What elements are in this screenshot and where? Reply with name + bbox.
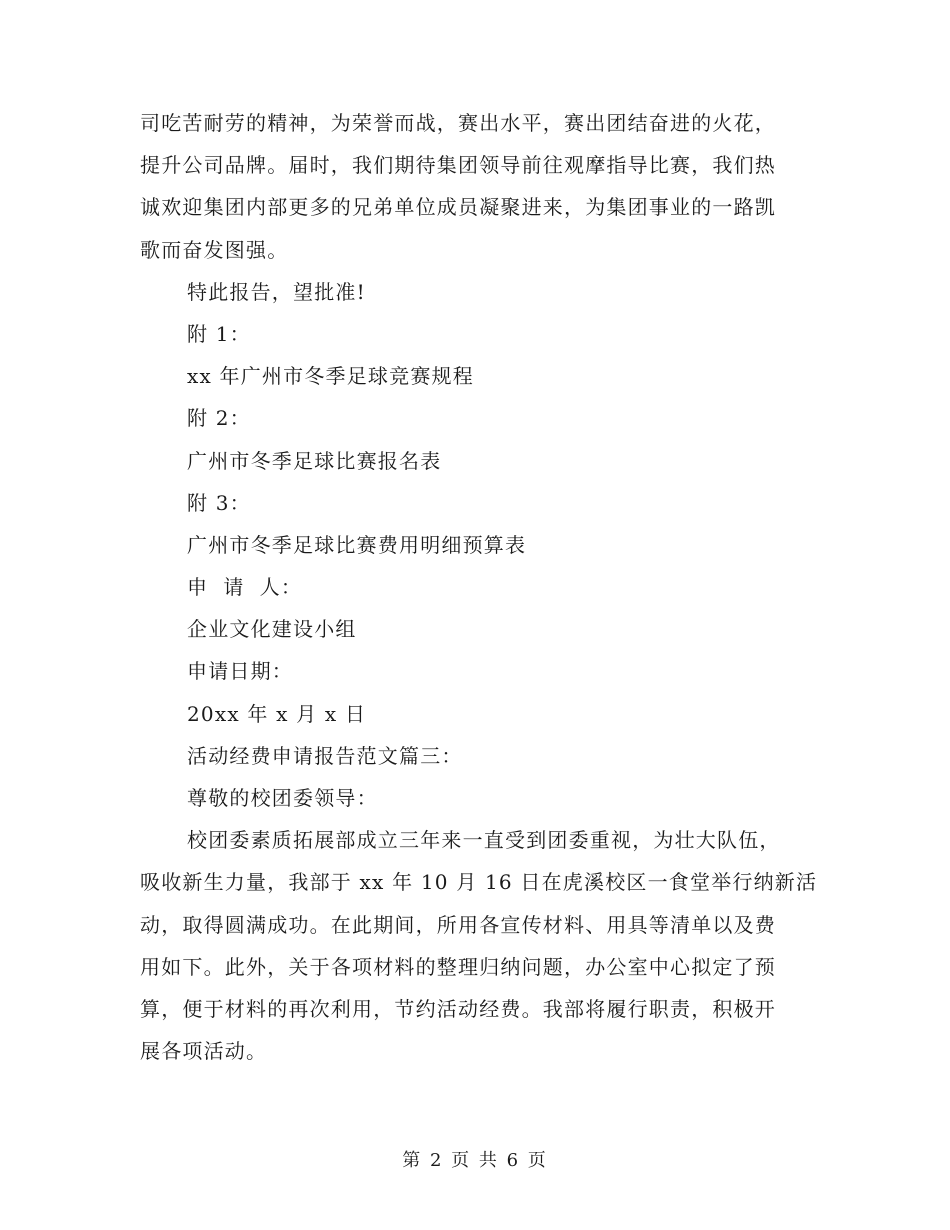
salutation: 尊敬的校团委领导： bbox=[187, 786, 378, 810]
paragraph-line: 诚欢迎集团内部更多的兄弟单位成员凝聚进来，为集团事业的一路凯 bbox=[140, 195, 776, 220]
attachment-2-label: 附 2： bbox=[187, 406, 251, 431]
attachment-1-label: 附 1： bbox=[187, 321, 251, 346]
paragraph-line: 动，取得圆满成功。在此期间，所用各宣传材料、用具等清单以及费 bbox=[140, 912, 776, 937]
approval-request-line: 特此报告，望批准! bbox=[187, 279, 366, 304]
paragraph-line: 展各项活动。 bbox=[140, 1039, 268, 1064]
attachment-3-title: 广州市冬季足球比赛费用明细预算表 bbox=[187, 532, 527, 557]
paragraph-line: 司吃苦耐劳的精神，为荣誉而战，赛出水平，赛出团结奋进的火花， bbox=[140, 111, 776, 135]
paragraph-line: 吸收新生力量，我部于 xx 年 10 月 16 日在虎溪校区一食堂举行纳新活 bbox=[140, 870, 818, 895]
applicant-label: 申 请 人： bbox=[187, 575, 303, 600]
attachment-2-title: 广州市冬季足球比赛报名表 bbox=[187, 448, 442, 473]
section-heading: 活动经费申请报告范文篇三： bbox=[187, 743, 463, 768]
page-number: 第 2 页 共 6 页 bbox=[402, 1150, 548, 1171]
paragraph-line: 用如下。此外，关于各项材料的整理归纳问题，办公室中心拟定了预 bbox=[140, 954, 776, 979]
document-body bbox=[140, 102, 818, 1072]
attachment-3-label: 附 3： bbox=[187, 490, 251, 515]
paragraph-line: 歌而奋发图强。 bbox=[140, 237, 289, 262]
paragraph-line: 提升公司品牌。届时，我们期待集团领导前往观摩指导比赛，我们热 bbox=[140, 153, 776, 178]
attachment-1-title: xx 年广州市冬季足球竞赛规程 bbox=[187, 364, 474, 389]
paragraph-line: 校团委素质拓展部成立三年来一直受到团委重视，为壮大队伍， bbox=[187, 828, 781, 853]
applicant-value: 企业文化建设小组 bbox=[187, 617, 357, 642]
paragraph-line: 算，便于材料的再次利用，节约活动经费。我部将履行职责，积极开 bbox=[140, 996, 776, 1021]
application-date-value: 20xx 年 x 月 x 日 bbox=[187, 701, 367, 726]
application-date-label: 申请日期： bbox=[187, 659, 293, 684]
